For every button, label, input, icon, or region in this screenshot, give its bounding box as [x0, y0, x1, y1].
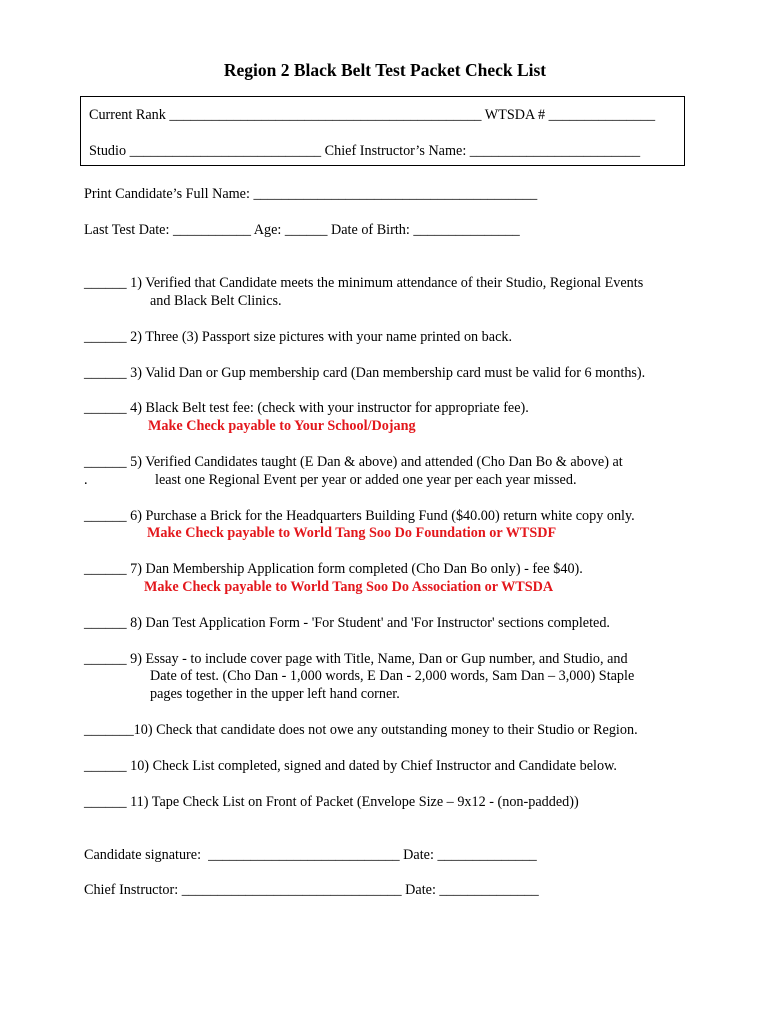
payable-note-wtsda: Make Check payable to World Tang Soo Do Association or WTSDA	[144, 579, 554, 595]
candidate-signature-line: Candidate signature: ___________________________ Date: ______________	[84, 847, 537, 863]
checklist-item-5-dot: .	[84, 472, 88, 488]
checklist-item-5: ______ 5) Verified Candidates taught (E Dan & above) and attended (Cho Dan Bo & above) at	[84, 454, 623, 470]
checklist-item-6: ______ 6) Purchase a Brick for the Headquarters Building Fund ($40.00) return white copy only.	[84, 508, 635, 524]
page-title: Region 2 Black Belt Test Packet Check List	[223, 60, 547, 80]
candidate-full-name-line: Print Candidate’s Full Name: ________________________________________	[84, 186, 538, 202]
checklist-item-10-money: _______10) Check that candidate does not owe any outstanding money to their Studio or Region.	[84, 722, 638, 738]
checklist-item-2: ______ 2) Three (3) Passport size pictures with your name printed on back.	[84, 329, 513, 345]
checklist-item-7: ______ 7) Dan Membership Application form completed (Cho Dan Bo only) - fee $40).	[84, 561, 583, 577]
checklist-item-10-signed: ______ 10) Check List completed, signed and dated by Chief Instructor and Candidate below.	[84, 758, 617, 774]
checklist-item-11: ______ 11) Tape Check List on Front of Packet (Envelope Size – 9x12 - (non-padded))	[84, 794, 579, 810]
checklist-item-4: ______ 4) Black Belt test fee: (check with your instructor for appropriate fee).	[84, 400, 529, 416]
payable-note-wtsdf: Make Check payable to World Tang Soo Do Foundation or WTSDF	[147, 525, 557, 541]
payable-note-school: Make Check payable to Your School/Dojang	[148, 418, 416, 434]
studio-instructor-line: Studio ___________________________ Chief Instructor’s Name: ________________________	[89, 143, 641, 159]
checklist-item-9-cont-1: Date of test. (Cho Dan - 1,000 words, E Dan - 2,000 words, Sam Dan – 3,000) Staple	[150, 668, 635, 684]
test-date-age-dob-line: Last Test Date: ___________ Age: ______ Date of Birth: _______________	[84, 222, 520, 238]
checklist-item-3: ______ 3) Valid Dan or Gup membership card (Dan membership card must be valid for 6 months).	[84, 365, 646, 381]
current-rank-wtsda-line: Current Rank ____________________________________________ WTSDA # _______________	[89, 107, 656, 123]
chief-instructor-signature-line: Chief Instructor: _______________________________ Date: ______________	[84, 882, 539, 898]
checklist-item-5-cont: least one Regional Event per year or added one year per each year missed.	[155, 472, 577, 488]
checklist-item-1-cont: and Black Belt Clinics.	[150, 293, 282, 309]
checklist-item-9: ______ 9) Essay - to include cover page with Title, Name, Dan or Gup number, and Studio, and	[84, 651, 628, 667]
checklist-item-8: ______ 8) Dan Test Application Form - 'For Student' and 'For Instructor' sections completed.	[84, 615, 610, 631]
checklist-item-9-cont-2: pages together in the upper left hand corner.	[150, 686, 400, 702]
checklist-item-1: ______ 1) Verified that Candidate meets the minimum attendance of their Studio, Regional Events	[84, 275, 644, 291]
